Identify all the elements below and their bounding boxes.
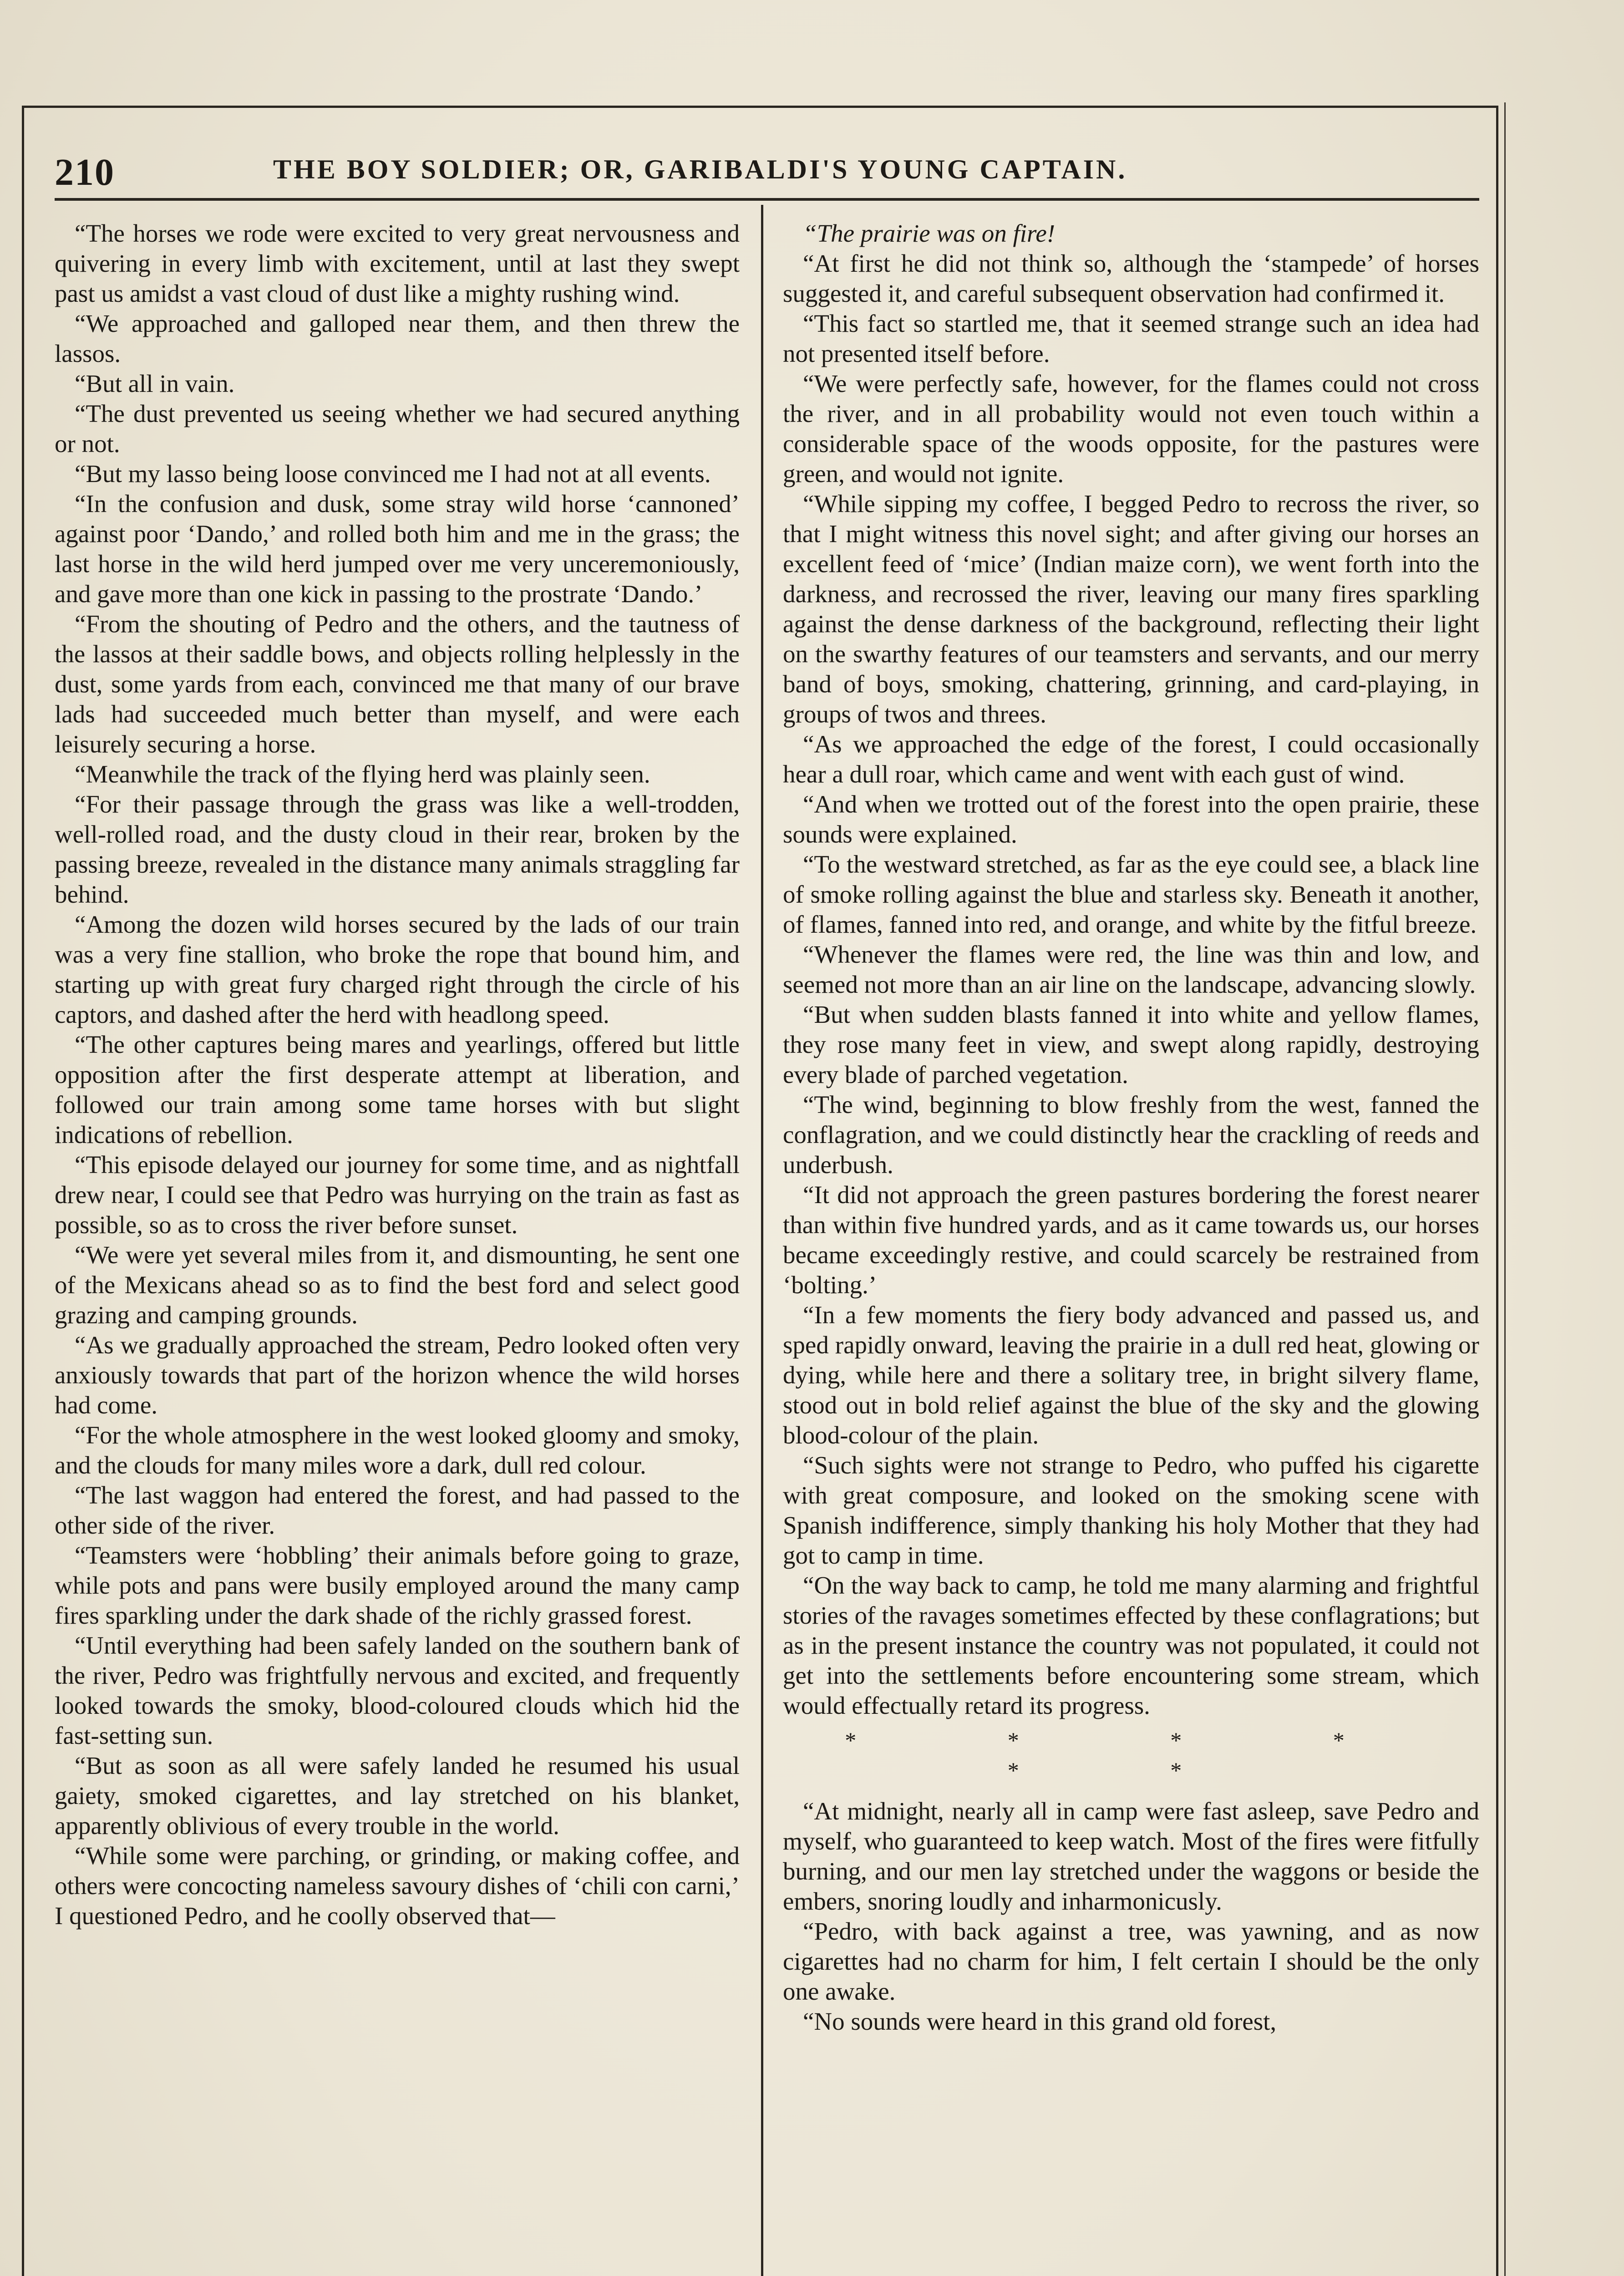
paragraph: “Such sights were not strange to Pedro, who puffed his cigarette with great composure, and looked on the smoking scene with Spanish indifference, simply thanking his holy Mother that they had got to camp in time. [783,1451,1479,1569]
page-header [55,150,1466,200]
paragraph: “For the whole atmosphere in the west looked gloomy and smoky, and the clouds for many miles wore a dark, dull red colour. [55,1421,740,1479]
paragraph: “The other captures being mares and yearlings, offered but little opposition after the first desperate attempt at liberation, and followed our train among some tame horses with but slight indications of rebellion. [55,1031,740,1148]
paragraph: “And when we trotted out of the forest into the open prairie, these sounds were explained. [783,790,1479,848]
paragraph: “The dust prevented us seeing whether we had secured anything or not. [55,400,740,457]
paragraph: “To the westward stretched, as far as the eye could see, a black line of smoke rolling against the blue and starless sky. Beneath it another, of flames, fanned into red, and orange, and white by the fitful breeze. [783,850,1479,938]
paragraph: “Among the dozen wild horses secured by the lads of our train was a very fine stallion, who broke the rope that bound him, and starting up with great fury charged right through the circle of his captors, and dashed after the herd with headlong speed. [55,910,740,1028]
paragraph: “While some were parching, or grinding, or making coffee, and others were concocting nameless savoury dishes of ‘chili con carni,’ I questioned Pedro, and he coolly observed that— [55,1842,740,1930]
page-number: 210 [55,151,115,193]
paragraph: “This episode delayed our journey for some time, and as nightfall drew near, I could see that Pedro was hurrying on the train as fast as possible, so as to cross the river before sunset. [55,1151,740,1239]
paragraph: “As we approached the edge of the forest, I could occasionally hear a dull roar, which came and went with each gust of wind. [783,730,1479,788]
paragraph: “The last waggon had entered the forest, and had passed to the other side of the river. [55,1481,740,1539]
paragraph: “The prairie was on fire! [803,219,1056,247]
paragraph: “For their passage through the grass was like a well-trodden, well-rolled road, and the dusty cloud in their rear, broken by the passing breeze, revealed in the distance many animals straggling far behind. [55,790,740,908]
running-title: THE BOY SOLDIER; OR, GARIBALDI'S YOUNG CAPTAIN. [273,154,1127,184]
page-edge-line [1504,102,1506,2276]
paragraph: “We approached and galloped near them, and then threw the lassos. [55,310,740,367]
paragraph: “The wind, beginning to blow freshly from the west, fanned the conflagration, and we could distinctly hear the crackling of reeds and underbush. [783,1091,1479,1179]
paragraph: “As we gradually approached the stream, Pedro looked often very anxiously towards that part of the horizon whence the wild horses had come. [55,1331,740,1419]
paragraph: “No sounds were heard in this grand old forest, [803,2007,1277,2035]
paragraph: “On the way back to camp, he told me many alarming and frightful stories of the ravages sometimes effected by these conflagrations; but as in the present instance the country was not populated, it could not get into the settlements before encountering some stream, which would effectually retard its progress. [783,1571,1479,1719]
paragraph: “We were yet several miles from it, and dismounting, he sent one of the Mexicans ahead so as to find the best ford and select good grazing and camping grounds. [55,1241,740,1329]
paragraph: “At midnight, nearly all in camp were fast asleep, save Pedro and myself, who guaranteed to keep watch. Most of the fires were fitfully burning, and our men lay stretched under the waggons or beside the embers, snoring loudly and inharmonicusly. [783,1797,1479,1915]
paragraph: “We were perfectly safe, however, for the flames could not cross the river, and in all probability would not even touch within a considerable space of the woods opposite, for the pastures were green, and would not ignite. [783,370,1479,488]
paragraph: “But as soon as all were safely landed he resumed his usual gaiety, smoked cigarettes, and lay stretched on his blanket, apparently oblivious of every trouble in the world. [55,1752,740,1839]
section-break: * * * * * * [845,1727,1417,1783]
paragraph: “But my lasso being loose convinced me I had not at all events. [75,460,711,488]
paragraph: “From the shouting of Pedro and the others, and the tautness of the lassos at their saddle bows, and objects rolling helplessly in the dust, some yards from each, convinced me that many of our brave lads had succeeded much better than myself, and were each leisurely securing a horse. [55,610,740,758]
paragraph: “But when sudden blasts fanned it into white and yellow flames, they rose many feet in view, and swept along rapidly, destroying every blade of parched vegetation. [783,1001,1479,1088]
paragraph: “Pedro, with back against a tree, was yawning, and as now cigarettes had no charm for him, I felt certain I should be the only one awake. [783,1917,1479,2005]
header-rule [55,198,1479,201]
paragraph: “At first he did not think so, although the ‘stampede’ of horses suggested it, and careful subsequent observation had confirmed it. [783,249,1479,307]
paragraph: “It did not approach the green pastures bordering the forest nearer than within five hundred yards, and as it came towards us, our horses became exceedingly restive, and could scarcely be restrained from ‘bolting.’ [783,1181,1479,1299]
paragraph: “Until everything had been safely landed on the southern bank of the river, Pedro was frightfully nervous and excited, and frequently looked towards the smoky, blood-coloured clouds which hid the fast-setting sun. [55,1631,740,1749]
paragraph: “While sipping my coffee, I begged Pedro to recross the river, so that I might witness this novel sight; and after giving our horses an excellent feed of ‘mice’ (Indian maize corn), we went forth into the darkness, and recrossed the river, leaving our many fires sparkling against the dense darkness of the background, reflecting their light on the swarthy features of our teamsters and servants, and our merry band of boys, smoking, chattering, grinning, and card-playing, in groups of twos and threes. [783,490,1479,728]
paragraph: “Meanwhile the track of the flying herd was plainly seen. [75,760,650,788]
column-divider [761,205,763,2276]
paragraph: “Teamsters were ‘hobbling’ their animals before going to graze, while pots and pans were busily employed around the many camp fires sparkling under the dark shade of the richly grassed forest. [55,1541,740,1629]
paragraph: “But all in vain. [75,370,235,397]
paragraph: “The horses we rode were excited to very great nervousness and quivering in every limb with excitement, until at last they swept past us amidst a vast cloud of dust like a mighty rushing wind. [55,219,740,307]
right-column [783,218,1479,2276]
paragraph: “This fact so startled me, that it seemed strange such an idea had not presented itself before. [783,310,1479,367]
paragraph: “Whenever the flames were red, the line was thin and low, and seemed not more than an air line on the landscape, advancing slowly. [783,940,1479,998]
paragraph: “In a few moments the fiery body advanced and passed us, and sped rapidly onward, leaving the prairie in a dull red heat, glowing or dying, while here and there a solitary tree, in bright silvery flame, stood out in bold relief against the blue of the sky and the glowing blood-colour of the plain. [783,1301,1479,1449]
left-column [55,218,740,2276]
paragraph: “In the confusion and dusk, some stray wild horse ‘cannoned’ against poor ‘Dando,’ and rolled both him and me in the grass; the last horse in the wild herd jumped over me very unceremoniously, and gave more than one kick in passing to the prostrate ‘Dando.’ [55,490,740,608]
